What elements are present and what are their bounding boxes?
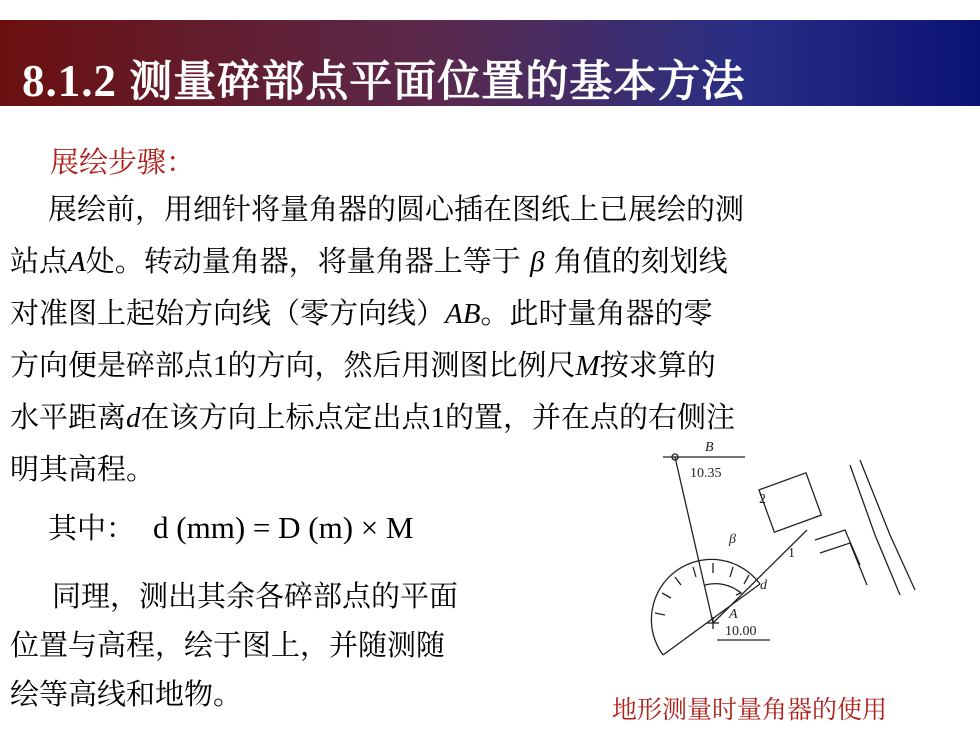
label-d: d [760, 578, 767, 593]
paragraph-line: 位置与高程，绘于图上，并随测随 [10, 628, 446, 662]
num-1: 1 [430, 402, 446, 434]
paragraph-2 [10, 572, 590, 719]
line-A1 [713, 530, 807, 623]
slide-title [22, 48, 745, 109]
road-line [860, 460, 890, 535]
section-number: 8.1.2 [22, 56, 117, 106]
elev-B: 10.35 [690, 466, 722, 481]
road-line [890, 535, 915, 590]
elev-A: 10.00 [725, 624, 757, 639]
paragraph-line: 展绘前，用细针将量角器的圆心插在图纸上已展绘的测 [48, 192, 745, 226]
formula-expression: d (mm) = D (m) × M [153, 510, 414, 545]
protractor-edge [663, 584, 760, 655]
protractor-diagram [645, 435, 975, 685]
label-A: A [729, 607, 738, 622]
paragraph-line: 方向便是碎部点1的方向，然后用测图比例尺M按求算的 [10, 348, 716, 382]
var-A: A [68, 246, 86, 278]
var-d: d [126, 402, 141, 434]
steps-heading: 展绘步骤： [50, 145, 196, 179]
protractor-arc [651, 559, 760, 655]
formula [48, 506, 414, 547]
building [759, 473, 821, 532]
var-beta: β [529, 246, 545, 278]
paragraph-line: 水平距离d在该方向上标点定出点1的置，并在点的右侧注 [10, 400, 736, 434]
title-bar [0, 20, 980, 106]
formula-label: 其中： [48, 511, 136, 545]
paragraph-line: 绘等高线和地物。 [10, 677, 243, 711]
label-2: 2 [759, 492, 766, 507]
label-beta: β [729, 532, 736, 547]
paragraph-line: 明其高程。 [10, 452, 156, 486]
num-1: 1 [213, 350, 228, 382]
section-title: 测量碎部点平面位置的基本方法 [129, 57, 746, 107]
var-AB: AB [445, 298, 481, 330]
paragraph-line: 同理，测出其余各碎部点的平面 [52, 579, 459, 613]
paragraph-line: 站点A处。转动量角器，将量角器上等于 β 角值的刻划线 [10, 244, 728, 278]
road-line [850, 465, 875, 535]
angle-beta-arc [705, 584, 741, 593]
paragraph-line: 对准图上起始方向线（零方向线）AB。此时量角器的零 [10, 296, 713, 330]
line-AB [675, 457, 713, 623]
label-B: B [705, 440, 714, 455]
figure-caption: 地形测量时量角器的使用 [612, 695, 888, 724]
var-M: M [575, 350, 600, 382]
road-line [875, 535, 900, 595]
label-1: 1 [788, 546, 795, 561]
